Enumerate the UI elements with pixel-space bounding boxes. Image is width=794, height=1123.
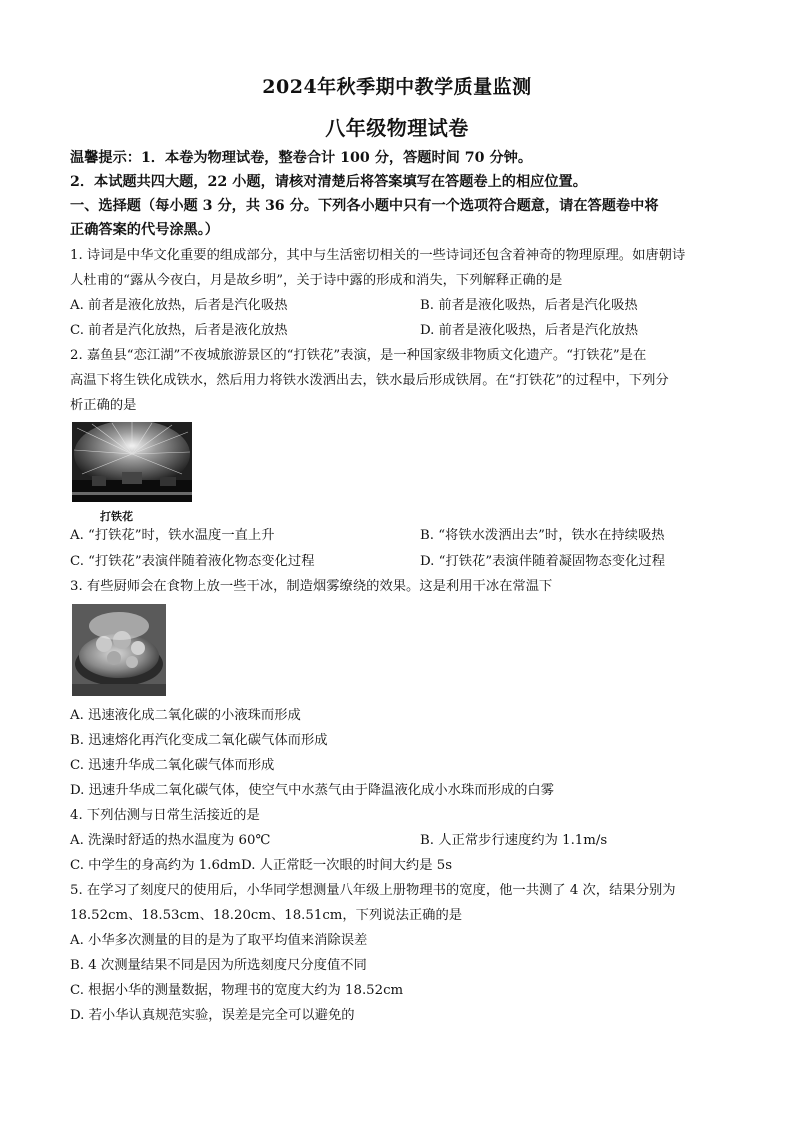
- exam-title: 2024年秋季期中教学质量监测: [262, 76, 532, 98]
- q5-option-d: D. 若小华认真规范实验，误差是完全可以避免的: [70, 1008, 355, 1023]
- section-heading-line-1: 一、选择题（每小题 3 分，共 36 分。下列各小题中只有一个选项符合题意，请在答题卷中将: [70, 198, 659, 214]
- q2-stem-line-3: 析正确的是: [70, 398, 137, 413]
- q2-option-d: D. “打铁花”表演伴随着凝固物态变化过程: [420, 554, 665, 569]
- notice-line-1: 温馨提示：1．本卷为物理试卷，整卷合计 100 分，答题时间 70 分钟。: [70, 150, 533, 166]
- q2-option-a: A. “打铁花”时，铁水温度一直上升: [70, 528, 275, 543]
- q1-option-b: B. 前者是液化吸热，后者是汽化吸热: [420, 298, 638, 313]
- q1-option-c: C. 前者是汽化放热，后者是液化放热: [70, 323, 288, 338]
- q1-option-a: A. 前者是液化放热，后者是汽化吸热: [70, 298, 288, 313]
- iron-flower-caption: 打铁花: [100, 510, 133, 523]
- q4-stem-line-1: 4. 下列估测与日常生活接近的是: [70, 808, 260, 823]
- q5-option-a: A. 小华多次测量的目的是为了取平均值来消除误差: [70, 933, 368, 948]
- q3-option-c: C. 迅速升华成二氧化碳气体而形成: [70, 758, 275, 773]
- q2-option-c: C. “打铁花”表演伴随着液化物态变化过程: [70, 554, 315, 569]
- q5-stem-line-2: 18.52cm、18.53cm、18.20cm、18.51cm，下列说法正确的是: [70, 908, 463, 923]
- iron-flower-photo: [72, 422, 192, 502]
- q4-option-cd: C. 中学生的身高约为 1.6dmD. 人正常眨一次眼的时间大约是 5s: [70, 858, 453, 873]
- notice-line-2: 2．本试题共四大题，22 小题，请核对清楚后将答案填写在答题卷上的相应位置。: [70, 174, 587, 190]
- q2-stem-line-1: 2. 嘉鱼县“恋江湖”不夜城旅游景区的“打铁花”表演，是一种国家级非物质文化遗产。“打铁花”是在: [70, 348, 647, 363]
- q4-option-b: B. 人正常步行速度约为 1.1m/s: [420, 833, 608, 848]
- q2-stem-line-2: 高温下将生铁化成铁水，然后用力将铁水泼洒出去，铁水最后形成铁屑。在“打铁花”的过程中，下列分: [70, 373, 669, 388]
- q5-option-c: C. 根据小华的测量数据，物理书的宽度大约为 18.52cm: [70, 983, 404, 998]
- q3-option-b: B. 迅速熔化再汽化变成二氧化碳气体而形成: [70, 733, 328, 748]
- q1-stem-line-1: 1. 诗词是中华文化重要的组成部分，其中与生活密切相关的一些诗词还包含着神奇的物理原理。如唐朝诗: [70, 248, 686, 263]
- exam-subtitle: 八年级物理试卷: [325, 116, 469, 140]
- q1-stem-line-2: 人杜甫的“露从今夜白，月是故乡明”，关于诗中露的形成和消失，下列解释正确的是: [70, 273, 563, 288]
- q4-option-a: A. 洗澡时舒适的热水温度为 60℃: [70, 833, 271, 848]
- q5-option-b: B. 4 次测量结果不同是因为所选刻度尺分度值不同: [70, 958, 367, 973]
- q3-stem-line-1: 3. 有些厨师会在食物上放一些干冰，制造烟雾缭绕的效果。这是利用干冰在常温下: [70, 579, 553, 594]
- q5-stem-line-1: 5. 在学习了刻度尺的使用后，小华同学想测量八年级上册物理书的宽度，他一共测了 4 次，结果分别为: [70, 883, 676, 898]
- dry-ice-food-photo: [72, 604, 166, 696]
- section-heading-line-2: 正确答案的代号涂黑。）: [70, 222, 219, 238]
- q1-option-d: D. 前者是液化吸热，后者是汽化放热: [420, 323, 639, 338]
- q3-option-d: D. 迅速升华成二氧化碳气体，使空气中水蒸气由于降温液化成小水珠而形成的白雾: [70, 783, 555, 798]
- q3-option-a: A. 迅速液化成二氧化碳的小液珠而形成: [70, 708, 301, 723]
- q2-option-b: B. “将铁水泼洒出去”时，铁水在持续吸热: [420, 528, 665, 543]
